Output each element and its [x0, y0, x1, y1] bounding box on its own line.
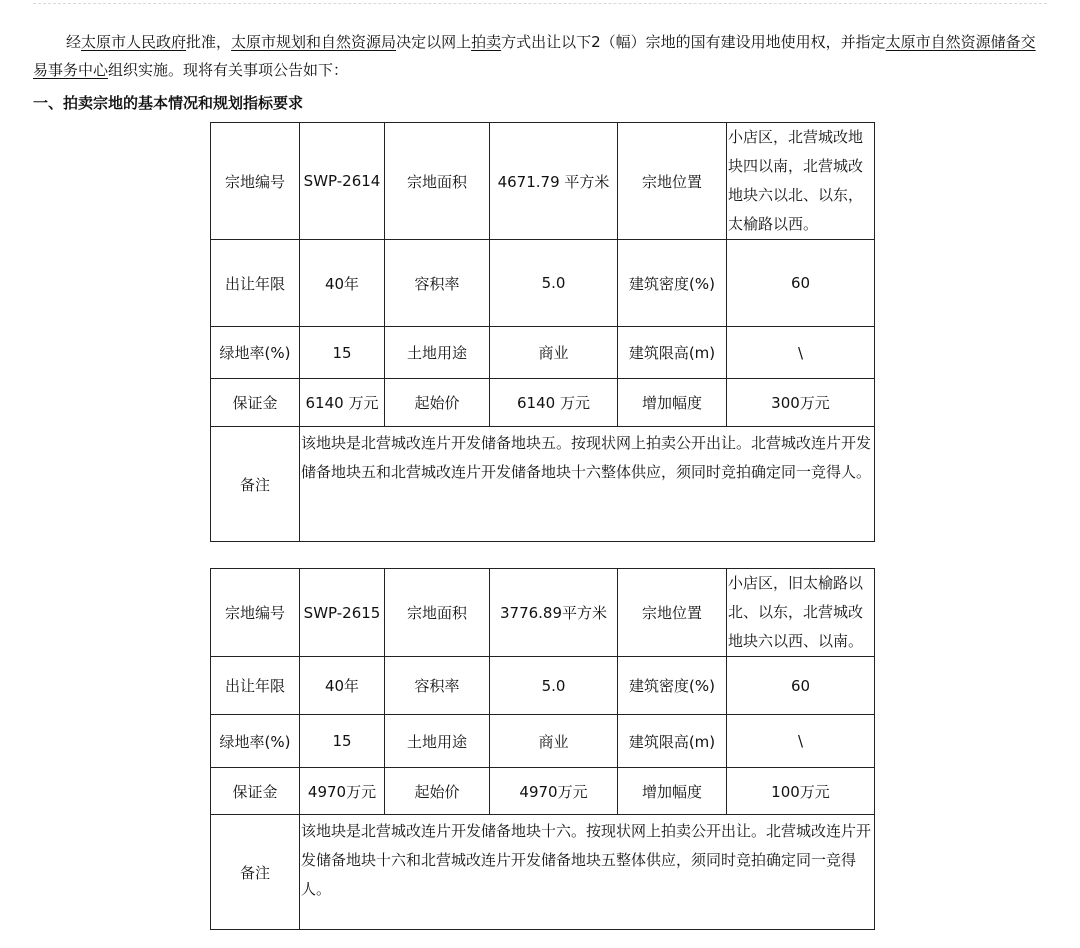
label-remark: 备注: [211, 815, 300, 930]
label-increment: 增加幅度: [618, 768, 727, 815]
value-remark: 该地块是北营城改连片开发储备地块五。按现状网上拍卖公开出让。北营城改连片开发储备地块五和北营城改连片开发储备地块十六整体供应，须同时竞拍确定同一竞得人。: [300, 427, 875, 542]
value-green: 15: [300, 715, 385, 768]
label-term: 出让年限: [211, 657, 300, 715]
value-start-price: 6140 万元: [490, 379, 618, 427]
value-increment: 300万元: [727, 379, 875, 427]
label-start-price: 起始价: [385, 379, 490, 427]
label-far: 容积率: [385, 240, 490, 327]
section-heading: 一、拍卖宗地的基本情况和规划指标要求: [33, 94, 304, 112]
label-green: 绿地率(%): [211, 327, 300, 379]
label-parcel-no: 宗地编号: [211, 123, 300, 240]
value-use: 商业: [490, 715, 618, 768]
intro-text-3: 决定以网上: [396, 33, 472, 51]
value-far: 5.0: [490, 657, 618, 715]
value-area: 3776.89平方米: [490, 569, 618, 657]
label-green: 绿地率(%): [211, 715, 300, 768]
label-increment: 增加幅度: [618, 379, 727, 427]
label-term: 出让年限: [211, 240, 300, 327]
value-location: 小店区，北营城改地块四以南，北营城改地块六以北、以东，太榆路以西。: [727, 123, 875, 240]
value-deposit: 6140 万元: [300, 379, 385, 427]
top-divider: [33, 3, 1047, 4]
label-use: 土地用途: [385, 715, 490, 768]
label-parcel-no: 宗地编号: [211, 569, 300, 657]
value-area: 4671.79 平方米: [490, 123, 618, 240]
parcel-table-swp-2614: [210, 122, 875, 542]
label-deposit: 保证金: [211, 379, 300, 427]
link-planning-bureau[interactable]: 太原市规划和自然资源局: [231, 33, 397, 51]
value-term: 40年: [300, 240, 385, 327]
value-deposit: 4970万元: [300, 768, 385, 815]
value-height: \: [727, 715, 875, 768]
label-height: 建筑限高(m): [618, 327, 727, 379]
label-density: 建筑密度(%): [618, 240, 727, 327]
intro-text-1: 经: [66, 33, 82, 51]
link-trading-center[interactable]: 太原市自然资源储备交易事务中心: [33, 33, 1036, 79]
link-auction[interactable]: 拍卖: [471, 33, 502, 51]
label-remark: 备注: [211, 427, 300, 542]
label-use: 土地用途: [385, 327, 490, 379]
label-area: 宗地面积: [385, 123, 490, 240]
value-start-price: 4970万元: [490, 768, 618, 815]
label-density: 建筑密度(%): [618, 657, 727, 715]
value-remark: 该地块是北营城改连片开发储备地块十六。按现状网上拍卖公开出让。北营城改连片开发储备地块十六和北营城改连片开发储备地块五整体供应，须同时竞拍确定同一竞得人。: [300, 815, 875, 930]
intro-paragraph: [33, 28, 1049, 84]
value-density: 60: [727, 657, 875, 715]
value-density: 60: [727, 240, 875, 327]
intro-text-5: 组织实施。现将有关事项公告如下：: [108, 61, 349, 79]
link-taiyuan-government[interactable]: 太原市人民政府: [81, 33, 187, 51]
value-far: 5.0: [490, 240, 618, 327]
label-deposit: 保证金: [211, 768, 300, 815]
value-use: 商业: [490, 327, 618, 379]
value-increment: 100万元: [727, 768, 875, 815]
label-location: 宗地位置: [618, 123, 727, 240]
intro-text-4: 方式出让以下2（幅）宗地的国有建设用地使用权，并指定: [501, 33, 886, 51]
intro-text-2: 批准，: [186, 33, 232, 51]
value-parcel-no: SWP-2614: [300, 123, 385, 240]
value-green: 15: [300, 327, 385, 379]
label-height: 建筑限高(m): [618, 715, 727, 768]
parcel-table-swp-2615: [210, 568, 875, 930]
label-start-price: 起始价: [385, 768, 490, 815]
value-term: 40年: [300, 657, 385, 715]
value-location: 小店区，旧太榆路以北、以东，北营城改地块六以西、以南。: [727, 569, 875, 657]
label-area: 宗地面积: [385, 569, 490, 657]
value-height: \: [727, 327, 875, 379]
label-location: 宗地位置: [618, 569, 727, 657]
label-far: 容积率: [385, 657, 490, 715]
value-parcel-no: SWP-2615: [300, 569, 385, 657]
